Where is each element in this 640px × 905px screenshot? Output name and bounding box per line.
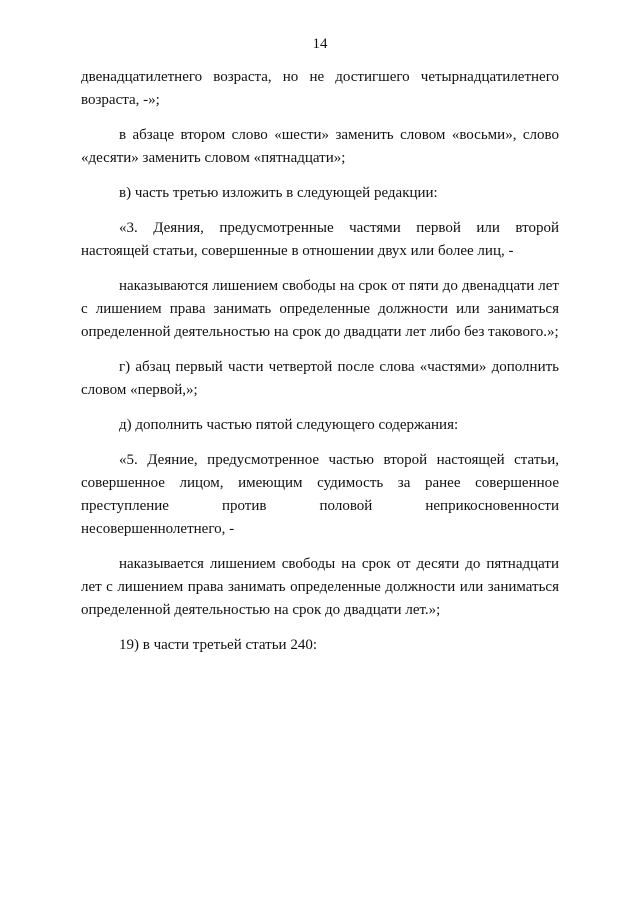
paragraph-part-3-text: «3. Деяния, предусмотренные частями первой или второй настоящей статьи, совершенные в отношении двух или более лиц, - bbox=[81, 220, 559, 259]
paragraph-item-19: 19) в части третьей статьи 240: bbox=[119, 637, 318, 653]
paragraph-part-5-penalty: наказывается лишением свободы на срок от десяти до пятнадцати лет с лишением права занимать определенные должности или заниматься определенной деятельностью на срок до двадцати лет.»; bbox=[81, 556, 559, 618]
paragraph-item-v: в) часть третью изложить в следующей редакции: bbox=[119, 185, 438, 201]
paragraph-continuation: двенадцатилетнего возраста, но не достигшего четырнадцатилетнего возраста, -»; bbox=[81, 69, 559, 108]
paragraph-part-3-penalty: наказываются лишением свободы на срок от пяти до двенадцати лет с лишением права занимать определенные должности или заниматься определенной деятельностью на срок до двадцати лет либо без такового.»; bbox=[81, 278, 559, 340]
paragraph-item-d: д) дополнить частью пятой следующего содержания: bbox=[119, 417, 459, 433]
paragraph-part-5-text: «5. Деяние, предусмотренное частью второй настоящей статьи, совершенное лицом, имеющим судимость за ранее совершенное преступление против половой неприкосновенности несовершеннолетнего, - bbox=[81, 452, 559, 537]
document-body bbox=[81, 66, 559, 669]
paragraph-amendment-second-abzac: в абзаце втором слово «шести» заменить словом «восьми», слово «десяти» заменить словом «пятнадцати»; bbox=[81, 127, 559, 166]
page-number: 14 bbox=[312, 36, 328, 52]
paragraph-item-g: г) абзац первый части четвертой после слова «частями» дополнить словом «первой,»; bbox=[81, 359, 559, 398]
